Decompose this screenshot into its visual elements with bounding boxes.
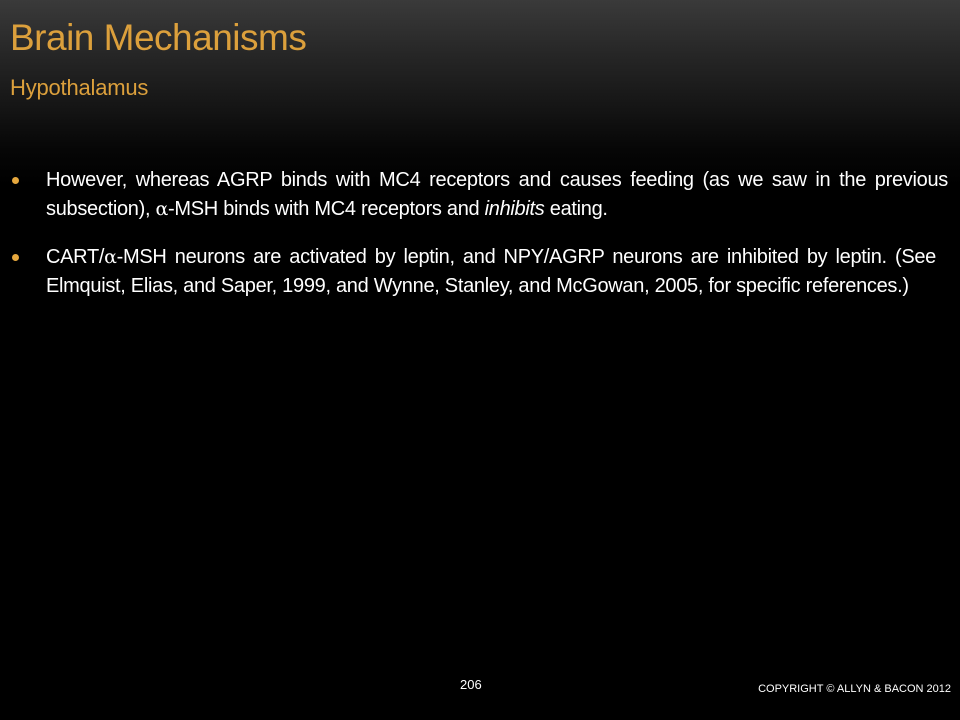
bullet-text-part: However, whereas AGRP binds with MC4 receptors and causes feeding (as we saw in the previous subsection), (46, 169, 948, 220)
alpha-symbol: α (155, 197, 169, 220)
bullet-text-part: -MSH neurons are activated by leptin, and NPY/AGRP neurons are inhibited by leptin. (See Elmquist, Elias, and Saper, 1999, and Wynne, Stanley, and McGowan, 2005, for specific references.) (46, 246, 936, 297)
alpha-symbol: α (104, 246, 117, 268)
bullet-list (46, 166, 948, 320)
bullet-item-cart (46, 243, 936, 300)
bullet-text-part: -MSH binds with MC4 receptors and (168, 197, 485, 220)
page-number: 206 (460, 677, 482, 692)
bullet-dot-icon (12, 254, 19, 261)
bullet-text-part: eating. (544, 197, 608, 220)
slide-title: Brain Mechanisms (10, 17, 307, 58)
bullet-text-part: CART/ (46, 246, 105, 268)
bullet-dot-icon (12, 177, 19, 184)
emphasis-text: inhibits (484, 197, 545, 220)
bullet-item-agrp (46, 166, 948, 223)
copyright-notice: COPYRIGHT © ALLYN & BACON 2012 (758, 683, 951, 695)
slide-subtitle: Hypothalamus (10, 75, 149, 100)
